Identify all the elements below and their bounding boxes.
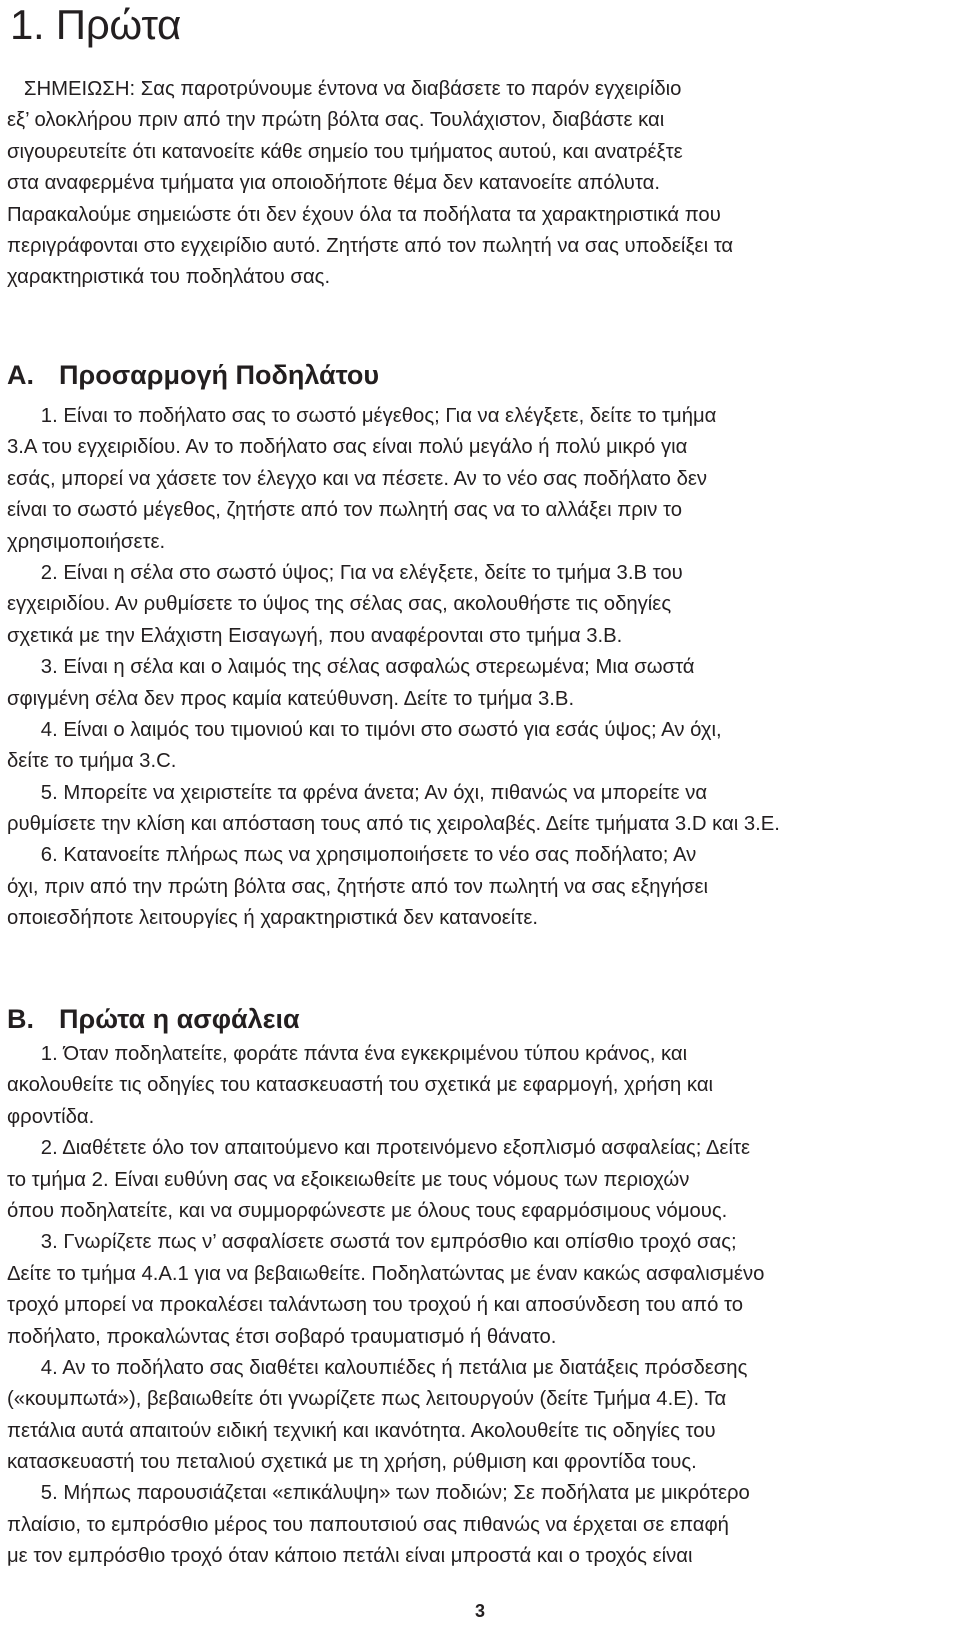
- note-paragraph: [7, 74, 960, 294]
- note-line: στα αναφερμένα τμήματα για οποιοδήποτε θέμα δεν κατανοείτε απόλυτα.: [7, 172, 660, 195]
- section-a-letter: A.: [7, 360, 34, 390]
- section-b-line: πετάλια αυτά απαιτούν ειδική τεχνική και ικανότητα. Ακολουθείτε τις οδηγίες του: [7, 1419, 716, 1442]
- section-a-body: [7, 401, 960, 935]
- section-b-line: 3. Γνωρίζετε πως ν’ ασφαλίσετε σωστά τον εμπρόσθιο και οπίσθιο τροχό σας;: [7, 1231, 737, 1254]
- section-b-line: ποδήλατο, προκαλώντας έτσι σοβαρό τραυματισμό ή θάνατο.: [7, 1325, 557, 1348]
- section-b-title: Πρώτα η ασφάλεια: [59, 1004, 300, 1034]
- section-b-line: με τον εμπρόσθιο τροχό όταν κάποιο πετάλι είναι μπροστά και ο τροχός είναι: [7, 1545, 693, 1568]
- section-a-line: 5. Μπορείτε να χειριστείτε τα φρένα άνετα; Αν όχι, πιθανώς να μπορείτε να: [7, 781, 708, 804]
- section-b-heading: [7, 1002, 300, 1036]
- section-b-line: 1. Όταν ποδηλατείτε, φοράτε πάντα ένα εγκεκριμένου τύπου κράνος, και: [7, 1043, 688, 1065]
- section-a-line: εγχειριδίου. Αν ρυθμίσετε το ύψος της σέλας σας, ακολουθήστε τις οδηγίες: [7, 593, 672, 616]
- note-line: χαρακτηριστικά του ποδηλάτου σας.: [7, 266, 331, 289]
- section-b-line: Δείτε το τμήμα 4.A.1 για να βεβαιωθείτε. Ποδηλατώντας με έναν κακώς ασφαλισμένο: [7, 1262, 765, 1285]
- section-a-line: ρυθμίσετε την κλίση και απόσταση τους από τις χειρολαβές. Δείτε τμήματα 3.D και 3.E.: [7, 813, 780, 836]
- section-a-line: 4. Είναι ο λαιμός του τιμονιού και το τιμόνι στο σωστό για εσάς ύψος; Αν όχι,: [7, 718, 722, 741]
- section-b-body: [7, 1039, 960, 1573]
- section-b-line: 2. Διαθέτετε όλο τον απαιτούμενο και προτεινόμενο εξοπλισμό ασφαλείας; Δείτε: [7, 1137, 751, 1160]
- section-a-line: είναι το σωστό μέγεθος, ζητήστε από τον πωλητή σας να το αλλάξει πριν το: [7, 499, 683, 522]
- section-a-line: οποιεσδήποτε λειτουργίες ή χαρακτηριστικά δεν κατανοείτε.: [7, 907, 539, 930]
- note-line: Παρακαλούμε σημειώστε ότι δεν έχουν όλα τα ποδήλατα τα χαρακτηριστικά που: [7, 203, 721, 226]
- page-number: 3: [474, 1601, 485, 1621]
- section-b-line: το τμήμα 2. Είναι ευθύνη σας να εξοικειωθείτε με τους νόμους των περιοχών: [7, 1168, 690, 1191]
- section-a-line: εσάς, μπορεί να χάσετε τον έλεγχο και να πέσετε. Αν το νέο σας ποδήλατο δεν: [7, 467, 708, 490]
- section-a-line: δείτε το τμήμα 3.C.: [7, 750, 177, 773]
- section-a-heading: [7, 358, 379, 392]
- page-title: 1. Πρώτα: [10, 1, 181, 48]
- section-b-line: φροντίδα.: [7, 1105, 95, 1128]
- note-line: σιγουρευτείτε ότι κατανοείτε κάθε σημείο του τμήματος αυτού, και ανατρέξτε: [7, 140, 683, 163]
- section-a-line: 3.A του εγχειριδίου. Αν το ποδήλατο σας είναι πολύ μεγάλο ή πολύ μικρό για: [7, 436, 688, 459]
- section-a-line: χρησιμοποιήσετε.: [7, 530, 166, 553]
- note-line: εξ’ ολοκλήρου πριν από την πρώτη βόλτα σας. Τουλάχιστον, διαβάστε και: [7, 109, 665, 132]
- section-a-title: Προσαρμογή Ποδηλάτου: [59, 360, 380, 390]
- note-line: περιγράφονται στο εγχειρίδιο αυτό. Ζητήστε από τον πωλητή να σας υποδείξει τα: [7, 234, 734, 257]
- section-b-line: πλαίσιο, το εμπρόσθιο μέρος του παπουτσιού σας πιθανώς να έρχεται σε επαφή: [7, 1513, 729, 1536]
- section-b-line: 4. Αν το ποδήλατο σας διαθέτει καλουπιέδες ή πετάλια με διατάξεις πρόσδεσης: [7, 1356, 748, 1379]
- section-a-line: 1. Είναι το ποδήλατο σας το σωστό μέγεθος; Για να ελέγξετε, δείτε το τμήμα: [7, 405, 717, 427]
- section-a-line: σφιγμένη σέλα δεν προς καμία κατεύθυνση. Δείτε το τμήμα 3.B.: [7, 687, 575, 710]
- section-b-line: τροχό μπορεί να προκαλέσει ταλάντωση του τροχού ή και αποσύνδεση του από το: [7, 1294, 744, 1317]
- section-a-line: 6. Κατανοείτε πλήρως πως να χρησιμοποιήσετε το νέο σας ποδήλατο; Αν: [7, 844, 697, 867]
- note-line: ΣΗΜΕΙΩΣΗ: Σας παροτρύνουμε έντονα να διαβάσετε το παρόν εγχειρίδιο: [7, 78, 682, 100]
- section-a-line: 3. Είναι η σέλα και ο λαιμός της σέλας ασφαλώς στερεωμένα; Μια σωστά: [7, 656, 695, 679]
- section-b-line: («κουμπωτά»), βεβαιωθείτε ότι γνωρίζετε πως λειτουργούν (δείτε Τμήμα 4.E). Τα: [7, 1388, 727, 1411]
- section-a-line: όχι, πριν από την πρώτη βόλτα σας, ζητήστε από τον πωλητή να σας εξηγήσει: [7, 875, 709, 898]
- section-b-line: 5. Μήπως παρουσιάζεται «επικάλυψη» των ποδιών; Σε ποδήλατα με μικρότερο: [7, 1482, 750, 1505]
- section-b-line: κατασκευαστή του πεταλιού σχετικά με τη χρήση, ρύθμιση και φροντίδα τους.: [7, 1451, 697, 1474]
- section-a-line: σχετικά με την Ελάχιστη Εισαγωγή, που αναφέρονται στο τμήμα 3.B.: [7, 624, 623, 647]
- section-a-line: 2. Είναι η σέλα στο σωστό ύψος; Για να ελέγξετε, δείτε το τμήμα 3.B του: [7, 561, 683, 584]
- section-b-line: ακολουθείτε τις οδηγίες του κατασκευαστή του σχετικά με εφαρμογή, χρήση και: [7, 1074, 714, 1097]
- section-b-letter: B.: [7, 1004, 34, 1034]
- section-b-line: όπου ποδηλατείτε, και να συμμορφώνεστε με όλους τους εφαρμόσιμους νόμους.: [7, 1199, 728, 1222]
